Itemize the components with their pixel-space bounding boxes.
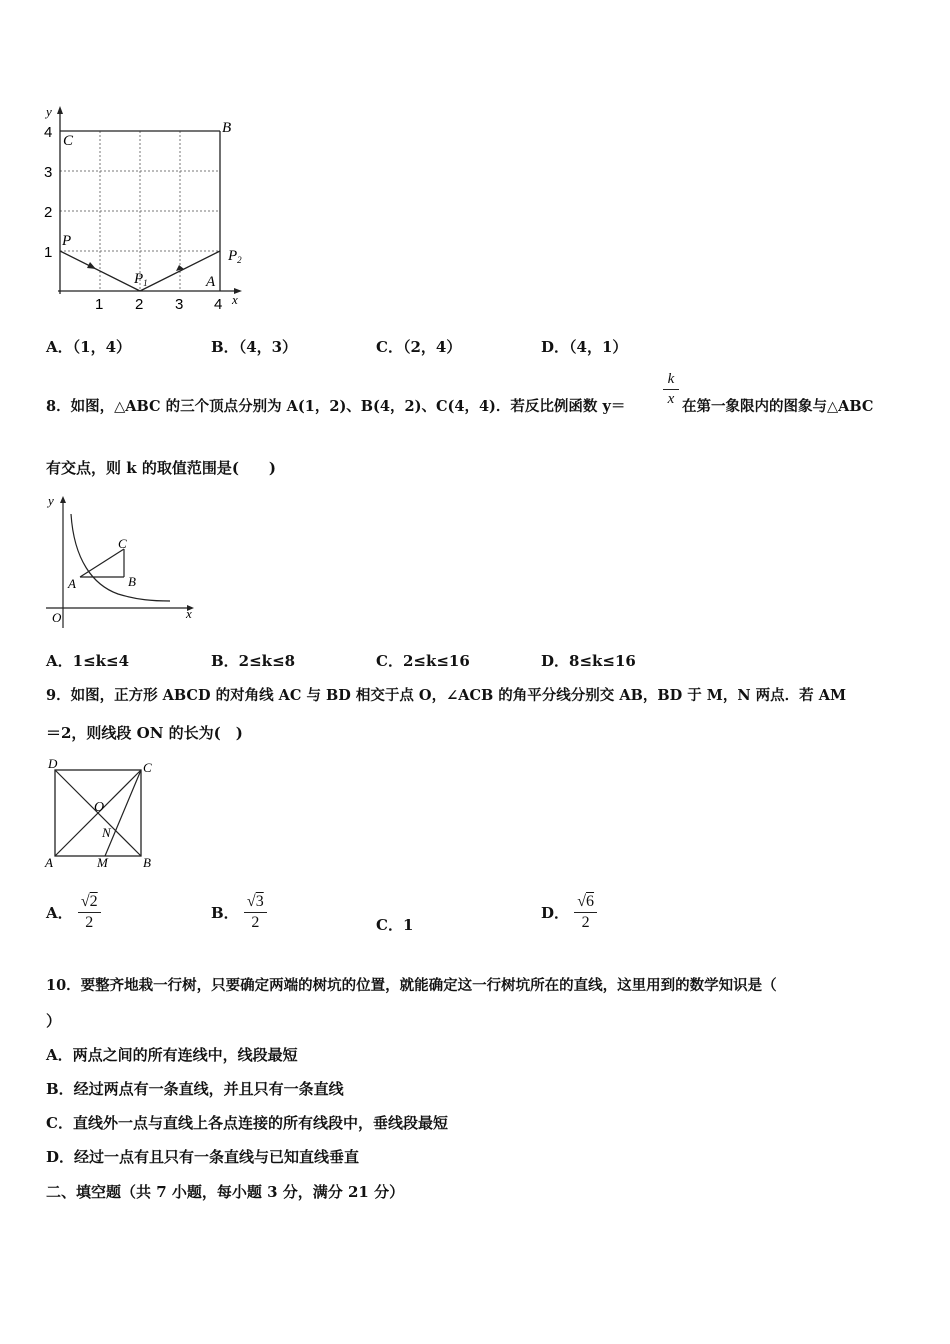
point-c-label: C <box>118 536 127 551</box>
y-tick-2: 2 <box>44 204 53 221</box>
y-tick-3: 3 <box>44 164 53 181</box>
point-m-label: M <box>97 855 108 870</box>
q9-option-b-fraction: $\frac{√3}{2}$ <box>244 892 267 933</box>
q8-fraction-numerator: k <box>663 370 679 390</box>
point-p2-label: $P_2$ <box>228 248 242 265</box>
q10-stem-line2: ） <box>46 1012 62 1030</box>
q10-option-d[interactable]: D．经过一点有且只有一条直线与已知直线垂直 <box>46 1148 360 1166</box>
q7-option-d[interactable]: D．（4，1） <box>541 338 628 356</box>
x-axis-label: x <box>232 292 238 307</box>
q8-stem-line2: 有交点，则 k 的取值范围是( ) <box>46 459 277 477</box>
q7-option-c[interactable]: C．（2，4） <box>376 338 462 356</box>
q9-stem-line2: ＝2，则线段 ON 的长为( ) <box>46 724 243 742</box>
point-n-label: N <box>102 825 111 840</box>
q8-option-a[interactable]: A．1≤k≤4 <box>46 652 130 670</box>
q10-option-b[interactable]: B．经过两点有一条直线，并且只有一条直线 <box>46 1080 344 1098</box>
y-tick-4: 4 <box>44 124 53 141</box>
q9-option-a[interactable]: A． $\frac{√2}{2}$ <box>46 892 101 933</box>
y-axis-label: y <box>48 493 54 508</box>
q8-option-b[interactable]: B．2≤k≤8 <box>211 652 296 670</box>
point-b-label: B <box>143 855 151 870</box>
q8-k-over-x-fraction <box>663 370 679 409</box>
point-p-label: P <box>62 233 72 249</box>
origin-label: O <box>52 610 62 625</box>
q9-option-c[interactable]: C．1 <box>376 916 414 934</box>
x-tick-1: 1 <box>95 296 104 313</box>
y-axis-arrow-icon <box>57 106 63 114</box>
q10-option-c[interactable]: C．直线外一点与直线上各点连接的所有线段中，垂线段最短 <box>46 1114 448 1132</box>
q7-grid-graph <box>38 100 253 315</box>
segment-ac <box>80 549 124 577</box>
x-tick-3: 3 <box>175 296 184 313</box>
q7-option-b[interactable]: B．（4，3） <box>211 338 298 356</box>
q9-square-figure <box>40 756 165 874</box>
x-axis-label: x <box>186 606 192 621</box>
x-tick-2: 2 <box>135 296 144 313</box>
y-axis-arrow-icon <box>60 496 66 503</box>
q8-option-c[interactable]: C．2≤k≤16 <box>376 652 470 670</box>
q10-option-a[interactable]: A．两点之间的所有连线中，线段最短 <box>46 1046 298 1064</box>
point-o-label: O <box>94 800 105 815</box>
q7-option-a[interactable]: A．（1，4） <box>46 338 132 356</box>
x-tick-4: 4 <box>214 296 223 313</box>
q9-option-b[interactable]: B． $\frac{√3}{2}$ <box>211 892 267 933</box>
q10-stem-line1: 10．要整齐地栽一行树，只要确定两端的树坑的位置，就能确定这一行树坑所在的直线，这里用到的数学知识是（ <box>46 977 777 994</box>
y-tick-1: 1 <box>44 244 53 261</box>
point-a-label: A <box>206 274 216 290</box>
q8-stem-part2: 在第一象限内的图象与△ABC <box>682 398 874 415</box>
q9-option-d-fraction: $\frac{√6}{2}$ <box>574 892 597 933</box>
hyperbola-curve <box>71 514 170 601</box>
point-b-label: B <box>222 120 232 136</box>
point-c-label: C <box>63 133 74 149</box>
arrow-p-p1-icon <box>87 262 96 269</box>
section-2-heading: 二、填空题（共 7 小题，每小题 3 分，满分 21 分） <box>46 1183 405 1201</box>
point-a-label: A <box>68 576 76 591</box>
point-b-label: B <box>128 574 136 589</box>
point-d-label: D <box>48 756 58 771</box>
q8-option-d[interactable]: D．8≤k≤16 <box>541 652 636 670</box>
q8-fraction-denominator: x <box>667 391 675 407</box>
q9-stem-line1: 9．如图，正方形 ABCD 的对角线 AC 与 BD 相交于点 O，∠ACB 的角平分线分别交 AB，BD 于 M，N 两点．若 AM <box>46 687 846 704</box>
q9-option-d[interactable]: D． $\frac{√6}{2}$ <box>541 892 597 933</box>
grid-lines <box>60 131 220 291</box>
point-c-label: C <box>143 760 152 775</box>
point-a-label: A <box>45 855 53 870</box>
y-axis-label: y <box>46 104 52 119</box>
q8-graph <box>38 490 208 630</box>
bisector-cm <box>105 770 141 856</box>
q9-option-a-fraction: $\frac{√2}{2}$ <box>78 892 101 933</box>
point-p1-label: $P_1$ <box>134 271 148 288</box>
q8-stem-part1: 8．如图，△ABC 的三个顶点分别为 A(1，2)、B(4，2)、C(4，4)．若反比例函数 y＝ <box>46 398 626 415</box>
